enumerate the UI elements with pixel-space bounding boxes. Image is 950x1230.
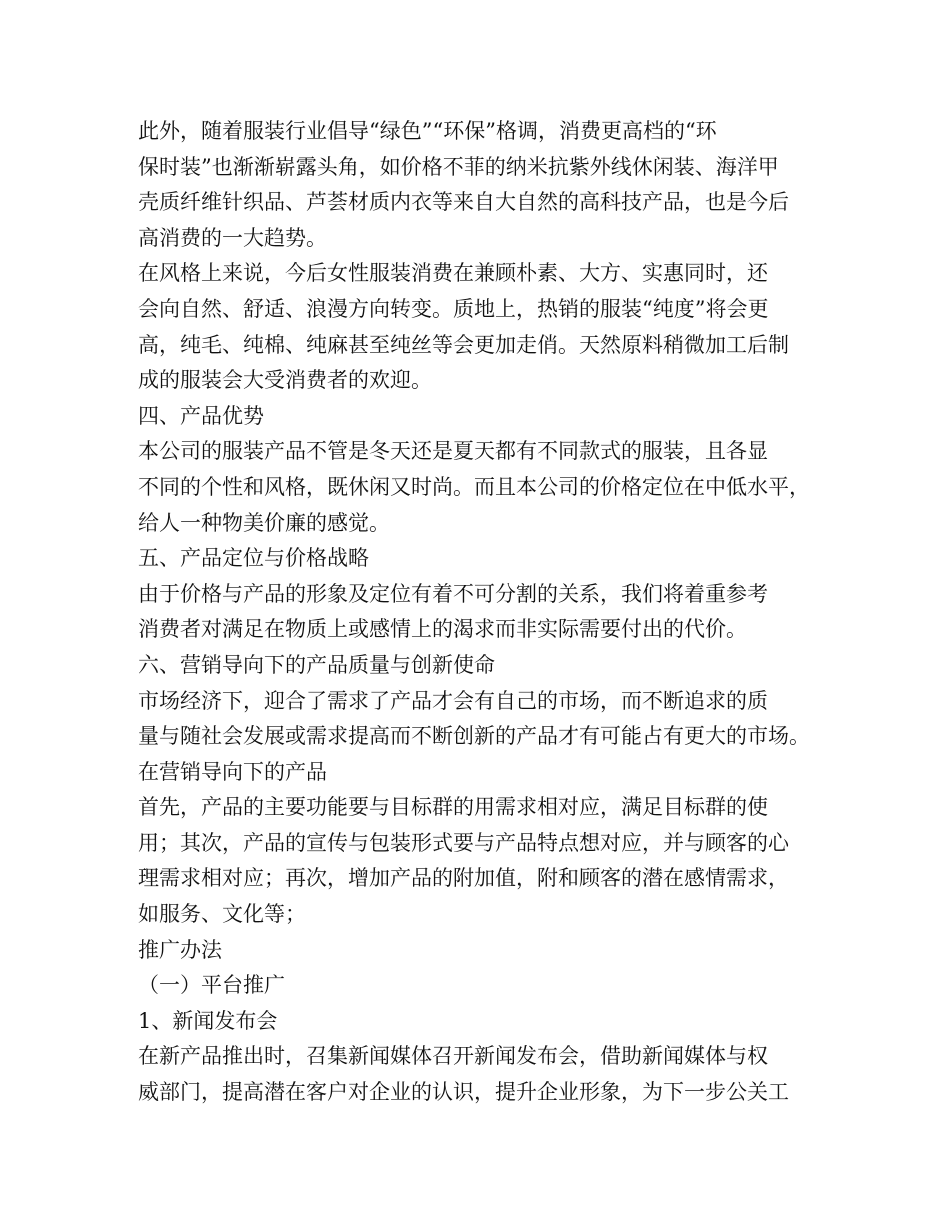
paragraph-line: 给人一种物美价廉的感觉。	[138, 510, 390, 535]
paragraph-line: 理需求相对应；再次，增加产品的附加值，附和顾客的潜在感情需求，	[138, 866, 789, 891]
document-body	[138, 114, 818, 1111]
paragraph-line: 会向自然、舒适、浪漫方向转变。质地上，热销的服装“纯度”将会更	[138, 296, 769, 321]
paragraph-line: 高消费的一大趋势。	[138, 225, 327, 250]
paragraph-line: 如服务、文化等；	[138, 902, 306, 927]
paragraph-line: 高，纯毛、纯棉、纯麻甚至纯丝等会更加走俏。天然原料稍微加工后制	[138, 332, 789, 357]
paragraph-line: 威部门，提高潜在客户对企业的认识，提升企业形象，为下一步公关工	[138, 1080, 789, 1105]
subheading: 推广办法	[138, 937, 222, 962]
paragraph-line: 市场经济下，迎合了需求了产品才会有自己的市场，而不断追求的质	[138, 688, 768, 713]
paragraph-line: 用；其次，产品的宣传与包装形式要与产品特点想对应，并与顾客的心	[138, 830, 789, 855]
paragraph-line: 消费者对满足在物质上或感情上的渴求而非实际需要付出的代价。	[138, 617, 747, 642]
section-heading: 四、产品优势	[138, 403, 264, 428]
paragraph-line: 成的服装会大受消费者的欢迎。	[138, 368, 432, 393]
paragraph-line: 首先，产品的主要功能要与目标群的用需求相对应，满足目标群的使	[138, 795, 768, 820]
paragraph-line: 由于价格与产品的形象及定位有着不可分割的关系，我们将着重参考	[138, 581, 768, 606]
paragraph-line: 保时装”也渐渐崭露头角，如价格不菲的纳米抗紫外线休闲装、海洋甲	[138, 154, 779, 179]
paragraph-line: 不同的个性和风格，既休闲又时尚。而且本公司的价格定位在中低水平，	[138, 474, 810, 499]
paragraph-line: 量与随社会发展或需求提高而不断创新的产品才有可能占有更大的市场。	[138, 724, 810, 749]
paragraph-line: 壳质纤维针织品、芦荟材质内衣等来自大自然的高科技产品，也是今后	[138, 190, 789, 215]
subheading: （一）平台推广	[138, 973, 285, 998]
section-heading: 六、营销导向下的产品质量与创新使命	[138, 652, 495, 677]
section-heading: 五、产品定位与价格战略	[138, 546, 369, 571]
subheading: 1、新闻发布会	[138, 1008, 278, 1033]
paragraph-line: 本公司的服装产品不管是冬天还是夏天都有不同款式的服装，且各显	[138, 439, 768, 464]
paragraph-line: 在风格上来说，今后女性服装消费在兼顾朴素、大方、实惠同时，还	[138, 261, 768, 286]
paragraph-line: 此外，随着服装行业倡导“绿色”“环保”格调，消费更高档的“环	[138, 119, 717, 143]
subheading: 在营销导向下的产品	[138, 759, 327, 784]
paragraph-line: 在新产品推出时，召集新闻媒体召开新闻发布会，借助新闻媒体与权	[138, 1044, 768, 1069]
